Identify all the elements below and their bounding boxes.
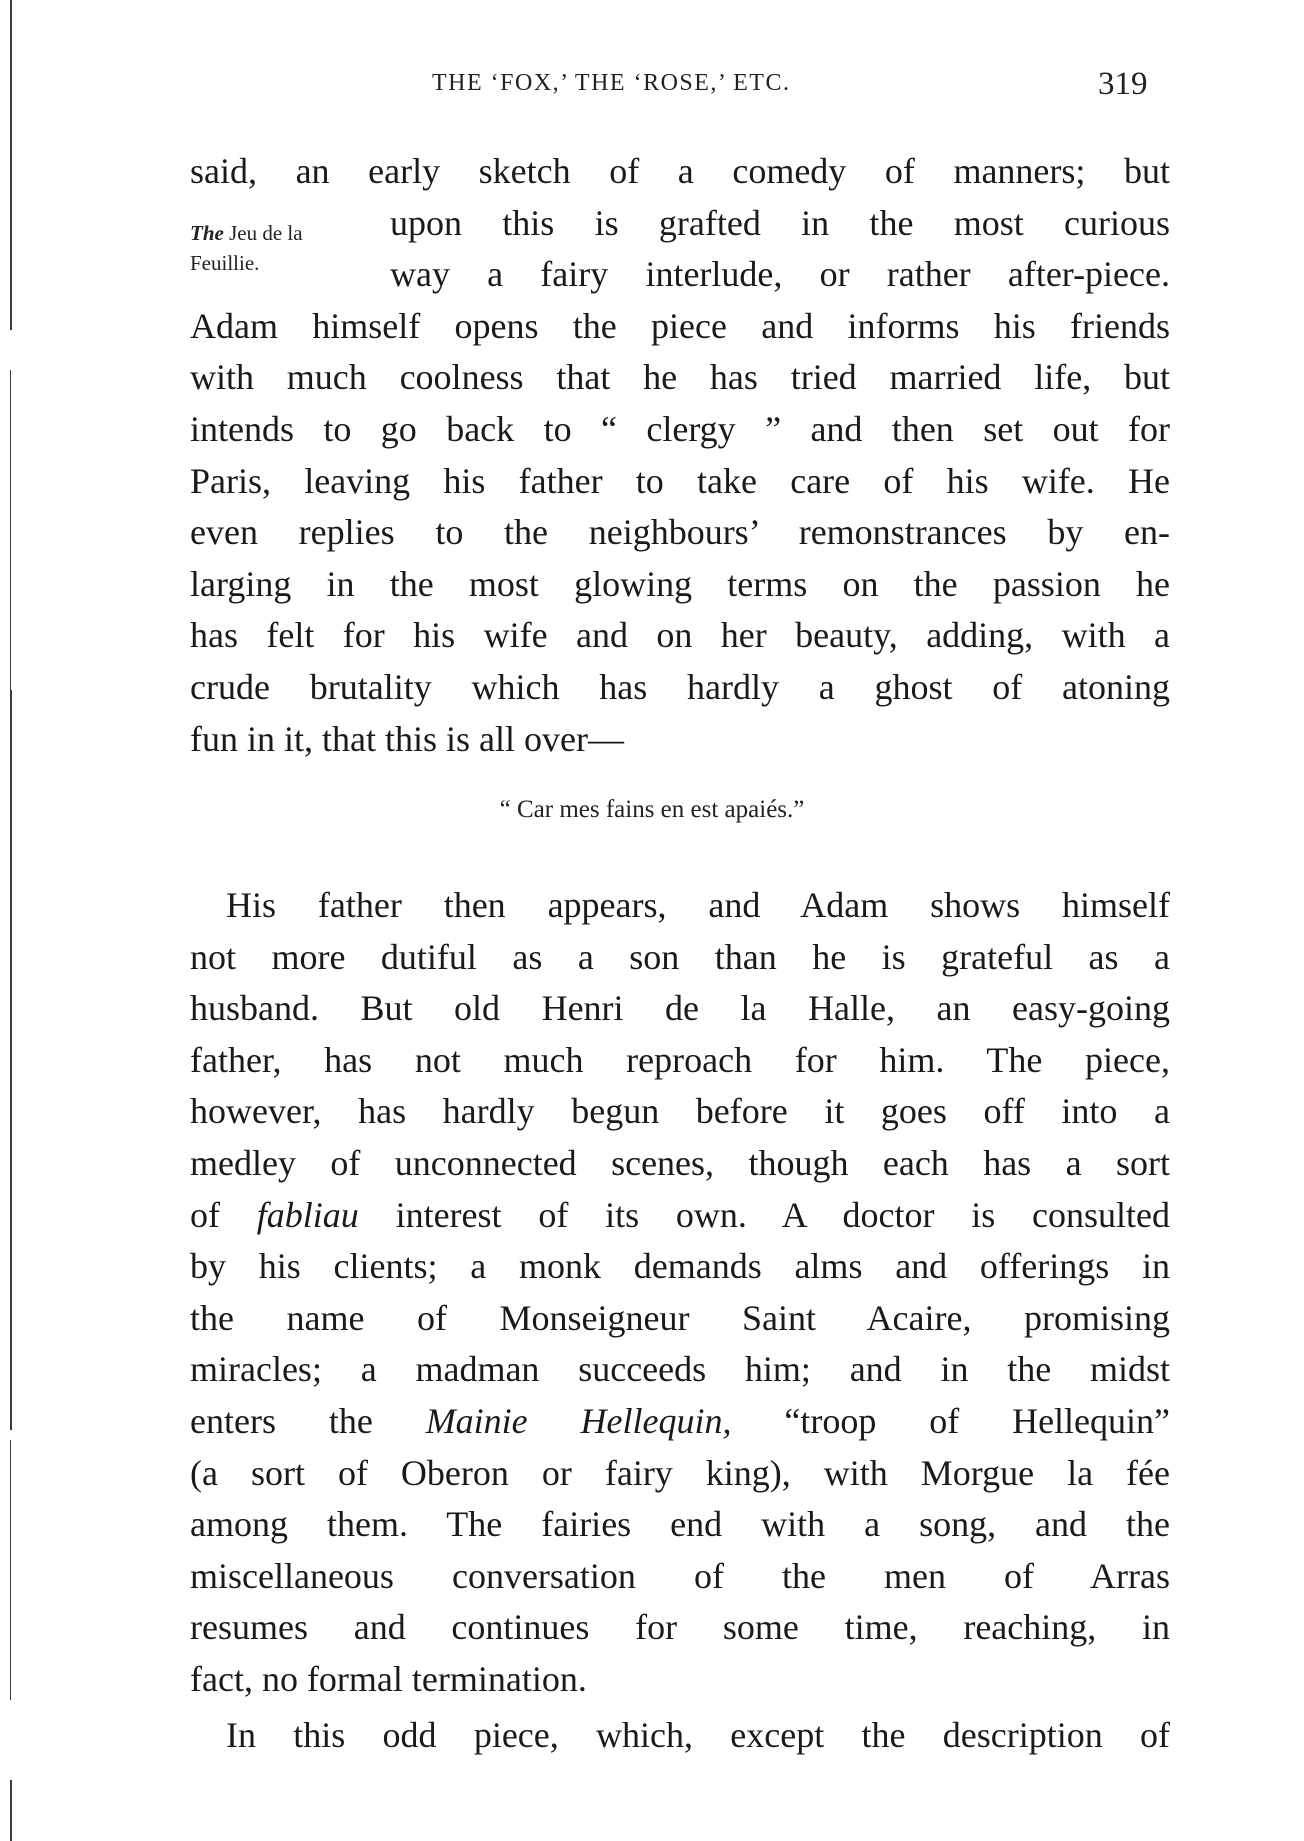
text-line: not more dutiful as a son than he is grateful as a (190, 936, 1170, 977)
text-line: (a sort of Oberon or fairy king), with Morgue la fée (190, 1452, 1170, 1493)
text-line: with much coolness that he has tried married life, but (190, 357, 1170, 398)
scan-gutter-line-middle (10, 370, 11, 690)
text-line: Adam himself opens the piece and informs his friends (190, 305, 1170, 346)
page-number: 319 (1098, 66, 1148, 102)
text-line: however, has hardly begun before it goes off into a (190, 1091, 1170, 1132)
text-line: fact, no formal termination. (190, 1658, 587, 1699)
text-line: miracles; a madman succeeds him; and in the midst (190, 1349, 1170, 1390)
text-line: medley of unconnected scenes, though each has a sort (190, 1142, 1170, 1183)
text-line: among them. The fairies end with a song, and the (190, 1504, 1170, 1545)
text-line: by his clients; a monk demands alms and offerings in (190, 1246, 1170, 1287)
text-line: resumes and continues for some time, reaching, in (190, 1607, 1170, 1648)
marginal-note-line-1: The Jeu de la (190, 221, 303, 245)
text-line: miscellaneous conversation of the men of Arras (190, 1555, 1170, 1596)
marginal-note-line-2: Feuillie. (190, 251, 260, 275)
text-line: His father then appears, and Adam shows himself (226, 885, 1170, 925)
running-head: THE ‘FOX,’ THE ‘ROSE,’ ETC. (432, 70, 791, 96)
text-line: said, an early sketch of a comedy of manners; but (190, 151, 1170, 191)
italic-term-fabliau: fabliau (256, 1194, 359, 1235)
text-line: In this odd piece, which, except the description of (226, 1715, 1170, 1755)
paragraph-1 (190, 146, 1170, 765)
text-line: way a fairy interlude, or rather after-piece. (390, 254, 1170, 295)
text-line: fun in it, that this is all over— (190, 718, 624, 759)
text-line: father, has not much reproach for him. The piece, (190, 1039, 1170, 1080)
page-header (0, 66, 1304, 106)
text-line: even replies to the neighbours’ remonstrances by en- (190, 512, 1170, 553)
text-line: husband. But old Henri de la Halle, an easy-going (190, 988, 1170, 1029)
text-line: has felt for his wife and on her beauty, adding, with a (190, 615, 1170, 656)
scan-gutter-line-end (10, 1780, 12, 1841)
text-line: the name of Monseigneur Saint Acaire, promising (190, 1297, 1170, 1338)
paragraph-2 (190, 880, 1170, 1706)
block-quotation: “ Car mes fains en est apaiés.” (499, 796, 805, 823)
text-line: upon this is grafted in the most curious (390, 202, 1170, 243)
paragraph-3 (190, 1710, 1170, 1762)
text-line: intends to go back to “ clergy ” and then set out for (190, 408, 1170, 449)
text-line: enters the Mainie Hellequin, “troop of Hellequin” (190, 1400, 1171, 1441)
text-line: Paris, leaving his father to take care of his wife. He (190, 460, 1170, 501)
text-line: crude brutality which has hardly a ghost of atoning (190, 666, 1170, 707)
text-line: of fabliau interest of its own. A doctor is consulted (190, 1194, 1170, 1235)
italic-term-mainie-hellequin: Mainie Hellequin, (425, 1400, 732, 1441)
text-line: larging in the most glowing terms on the passion he (190, 563, 1170, 604)
scan-gutter-line-top (10, 0, 12, 330)
scan-gutter-line-bottom (10, 1440, 11, 1700)
